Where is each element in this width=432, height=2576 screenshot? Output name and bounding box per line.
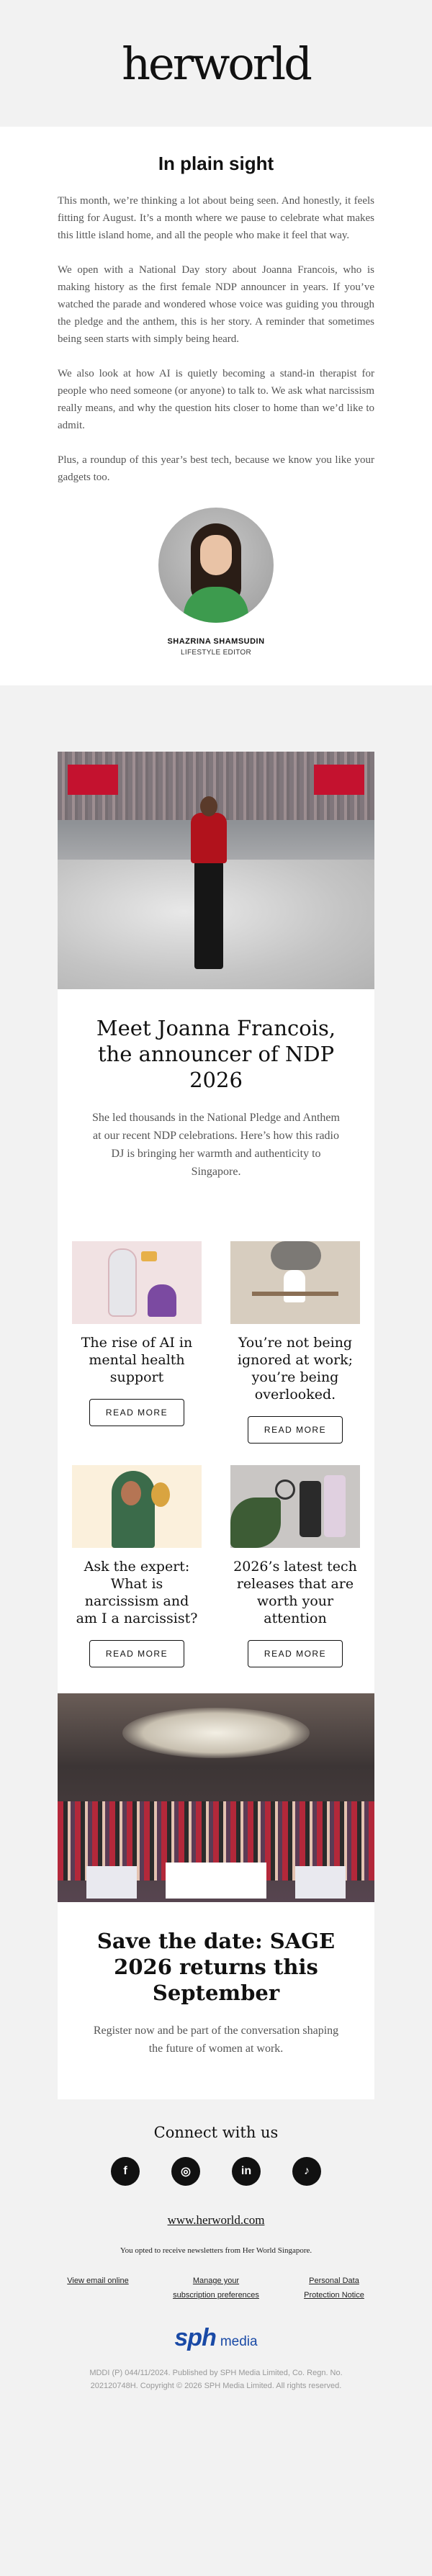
facebook-icon[interactable]: f	[111, 2157, 140, 2186]
editor-avatar	[158, 508, 274, 623]
editor-name: SHAZRINA SHAMSUDIN	[167, 637, 265, 646]
opt-in-note: You opted to receive newsletters from Her World Singapore.	[120, 2246, 312, 2255]
privacy-notice-link[interactable]: Personal Data Protection Notice	[304, 2276, 364, 2300]
event-image[interactable]	[58, 1693, 374, 1902]
read-more-button[interactable]: READ MORE	[89, 1640, 184, 1667]
article-card	[230, 1241, 360, 1444]
article-grid	[58, 1201, 374, 1675]
instagram-icon[interactable]: ◎	[171, 2157, 200, 2186]
article-image[interactable]	[72, 1465, 202, 1548]
footer-links	[0, 2274, 432, 2302]
feature-description: She led thousands in the National Pledge and Anthem at our recent NDP celebrations. Here’s how this radio DJ is bringing her warmth and authenticity to Singapore.	[92, 1112, 340, 1178]
read-more-button[interactable]: READ MORE	[248, 1416, 343, 1444]
read-more-button[interactable]: READ MORE	[248, 1640, 343, 1667]
letter-paragraph: Plus, a roundup of this year’s best tech, because we know you like your gadgets too.	[58, 454, 374, 483]
article-image[interactable]	[72, 1241, 202, 1324]
feature-image[interactable]	[58, 752, 374, 989]
sph-media-logo[interactable]	[0, 2324, 432, 2352]
feature-body	[58, 989, 374, 1201]
editor-signature	[58, 508, 374, 657]
tiktok-icon[interactable]: ♪	[292, 2157, 321, 2186]
article-image[interactable]	[230, 1241, 360, 1324]
event-description: Register now and be part of the conversation shaping the future of women at work.	[93, 2025, 339, 2055]
letter-paragraph: We also look at how AI is quietly becoming a stand-in therapist for people who need someone (or anyone) to talk to. We ask what narcissism really means, and why the question hits closer to home than we’d like to admit.	[58, 368, 374, 431]
letter-paragraph: We open with a National Day story about Joanna Francois, who is making history as the first female NDP announcer in years. If you’ve watched the parade and wondered whose voice was guiding you through the pledge and the anthem, this is her story. A reminder that sometimes being seen starts with simply being heard.	[58, 264, 374, 345]
read-more-button[interactable]: READ MORE	[89, 1399, 184, 1426]
masthead	[0, 0, 432, 127]
article-title[interactable]: 2026’s latest tech releases that are worth your attention	[233, 1559, 357, 1626]
legal-text: MDDI (P) 044/11/2024. Published by SPH Media Limited, Co. Regn. No. 202120748H. Copyright © 2026 SPH Media Limited. All rights reserved.	[89, 2369, 343, 2390]
event-title[interactable]: Save the date: SAGE 2026 returns this September	[96, 1929, 336, 2005]
letter-paragraph: This month, we’re thinking a lot about being seen. And honestly, it feels fitting for August. It’s a month where we pause to celebrate what makes this little island home, and all the people who make it feel that way.	[58, 195, 374, 241]
article-card	[72, 1241, 202, 1444]
editor-letter	[0, 127, 432, 685]
sph-logo-mark: sph	[174, 2324, 216, 2351]
letter-title: In plain sight	[158, 153, 274, 174]
article-card	[72, 1465, 202, 1667]
event-body	[58, 1902, 374, 2099]
view-online-link[interactable]: View email online	[67, 2276, 129, 2285]
article-image[interactable]	[230, 1465, 360, 1548]
connect-heading: Connect with us	[153, 2124, 279, 2141]
article-title[interactable]: The rise of AI in mental health support	[81, 1335, 193, 1385]
herworld-logo[interactable]: herworld	[122, 37, 310, 90]
linkedin-icon[interactable]: in	[232, 2157, 261, 2186]
editor-role: LIFESTYLE EDITOR	[181, 649, 251, 657]
content-card	[58, 752, 374, 2099]
social-links	[0, 2157, 432, 2186]
website-link[interactable]: www.herworld.com	[167, 2213, 265, 2227]
manage-subscription-link[interactable]: Manage your subscription preferences	[173, 2276, 259, 2300]
article-title[interactable]: You’re not being ignored at work; you’re being overlooked.	[237, 1335, 354, 1402]
feature-title[interactable]: Meet Joanna Francois, the announcer of NDP 2026	[96, 1016, 336, 1092]
article-title[interactable]: Ask the expert: What is narcissism and am I a narcissist?	[76, 1559, 198, 1626]
sph-logo-word: media	[220, 2334, 258, 2349]
article-card	[230, 1465, 360, 1667]
footer	[0, 2099, 432, 2414]
